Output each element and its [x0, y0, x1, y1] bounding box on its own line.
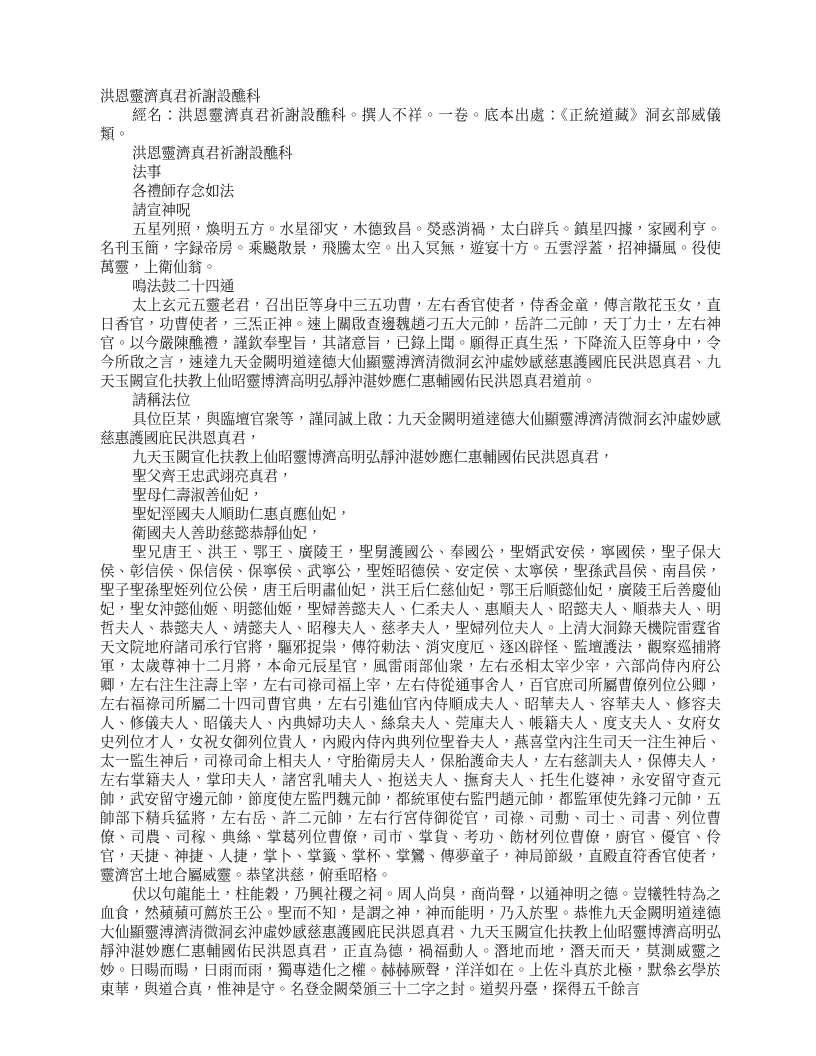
section-heading-shenzhou: 請宣神呪 — [132, 203, 191, 219]
document-body — [100, 88, 721, 1000]
rubric-cunnian: 各禮師存念如法 — [132, 184, 235, 200]
deity-line-shengfei: 聖妃涇國夫人順助仁惠貞應仙妃， — [132, 507, 352, 523]
deity-line-shengmu: 聖母仁壽淑善仙妃， — [132, 488, 264, 504]
rubric-drum: 鳴法鼓二十四通 — [132, 279, 235, 295]
colophon-line: 經名：洪恩靈濟真君祈謝設醮科。撰人不祥。一卷。底本出處：《正統道藏》洞玄部威儀類。 — [100, 108, 721, 143]
closing-paragraph: 伏以句龍能土，柱能穀，乃興社稷之祠。周人尚臭，商尚聲，以通神明之德。豈犧牲特為之血食，然蘋蘋可薦於王公。聖而不知，是謂之神，神而能明，乃入於聖。恭惟九天金闕明道達德大仙顯靈溥濟清微洞玄沖虛妙感慈惠護國庇民洪恩真君、九天玉闕宣化扶教上仙昭靈博濟高明弘靜沖湛妙應仁惠輔國佑民洪恩真君，正直為德，禍福動人。潛地而地，潛天而天，莫測威靈之妙。曰暘而暘，曰雨而雨，獨專造化之權。赫赫厥聲，洋洋如在。上佐斗真於北極，默叅玄學於東華，與道合真，惟神是守。名登金闕榮頒三十二字之封。道契丹臺，探得五千餘言 — [100, 887, 721, 998]
petition-opening-paragraph: 具位臣某，與臨壇官衆等，謹同誠上啟：九天金闕明道達德大仙顯靈溥濟清微洞玄沖虛妙感慈惠護國庇民洪恩真君， — [100, 412, 721, 447]
doc-title: 洪恩靈濟真君祈謝設醮科 — [100, 89, 261, 105]
deity-line-yuque: 九天玉闕宣化扶教上仙昭靈博濟高明弘靜沖湛妙應仁惠輔國佑民洪恩真君， — [132, 450, 614, 466]
section-heading-fashi: 法事 — [132, 165, 162, 181]
deity-line-weiguo: 衛國夫人善助慈懿恭靜仙妃， — [132, 526, 322, 542]
pantheon-roster-paragraph: 聖兄唐王、洪王、鄂王、廣陵王，聖舅護國公、奉國公，聖婿武安侯，寧國侯，聖子保大侯、彰信侯、保信侯、保寧侯、武寧公，聖姪昭德侯、安定侯、太寧侯，聖孫武昌侯、南昌侯，聖子聖孫聖姪列位公侯，唐王后明肅仙妃，洪王后仁慈仙妃，鄂王后順懿仙妃，廣陵王后善慶仙妃，聖女沖懿仙姬、明懿仙姬，聖婦善懿夫人、仁柔夫人、惠順夫人、昭懿夫人、順恭夫人、明哲夫人、恭懿夫人、靖懿夫人、昭穆夫人、慈孝夫人，聖婦列位夫人。上清大洞錄天機院雷霆省天文院地府諸司承行官將，驅邪捉祟，傳符勅法、消灾度厄、逐凶辟怪、監壇護法，觀察巡捕將軍，太歲尊神十二月將，本命元辰星官，風雷雨部仙衆，左右丞相太宰少宰，六部尚侍內府公卿，左右注生注壽上宰，左右司祿司福上宰，左右侍從通事舍人，百官庶司所屬曹僚列位公卿，左右福祿司所屬二十四司曹官典，左右引進仙官內侍順成夫人、昭華夫人、容華夫人、修容夫人、修儀夫人、昭儀夫人、內典婦功夫人、絲枲夫人、莞庫夫人、帳籍夫人、度支夫人、女府女史列位才人，女祝女御列位貴人，內殿內侍內典列位聖眷夫人，燕喜堂內注生司天一注生神后、太一監生神后，司祿司命上相夫人，守胎衛房夫人，保胎護命夫人，左右慈訓夫人，保傳夫人，左右掌籍夫人，掌印夫人，諸宮乳哺夫人、抱送夫人、撫育夫人、托生化婆神，永安留守查元帥，武安留守邊元帥，節度使左監門魏元帥，都統軍使右監門趙元帥，都監軍使先鋒刁元帥，五帥部下精兵猛將，左右岳、許二元帥，左右行宮侍御從官，司祿、司勳、司士、司書、列位曹僚、司農、司稼、典絲、掌葛列位曹僚，司市、掌貨、考功、飭材列位曹僚，廚官、優官、伶官，天捷、神捷、人捷，掌卜、掌籤、掌杯、掌鸞、傳夢童子，神局節級，直殿直符香官使者，靈濟宮土地合屬威靈。恭望洪慈，俯垂昭格。 — [100, 545, 721, 884]
deity-line-shengfu: 聖父齊王忠武翊亮真君， — [132, 469, 293, 485]
invocation-paragraph: 太上玄元五靈老君，召出臣等身中三五功曹，左右香官使者，侍香金童，傳言散花玉女，直日香官，功曹使者，三炁正神。速上關啟查邊魏趙刁五大元帥，岳許二元帥，天丁力士，左右神官。以今嚴陳醮禮，謹欽奉聖旨，其諸意旨，已錄上聞。願得正真生炁，下降流入臣等身中，令今所啟之言，速達九天金闕明道達德大仙顯靈溥濟清微洞玄沖虛妙感慈惠護國庇民洪恩真君、九天玉闕宣化扶教上仙昭靈博濟高明弘靜沖湛妙應仁惠輔國佑民洪恩真君道前。 — [100, 298, 721, 390]
incantation-paragraph: 五星列照，煥明五方。水星卻灾，木德致昌。熒惑消禍，太白辟兵。鎮星四據，家國利亨。名刊玉簡，字録帝房。乘飈散景，飛騰太空。出入冥無，遊宴十方。五雲浮蓋，招神攝風。役使萬靈，上衛仙翁。 — [100, 222, 721, 276]
section-heading-fawei: 請稱法位 — [132, 393, 191, 409]
doc-title-repeat: 洪恩靈濟真君祈謝設醮科 — [132, 146, 293, 162]
